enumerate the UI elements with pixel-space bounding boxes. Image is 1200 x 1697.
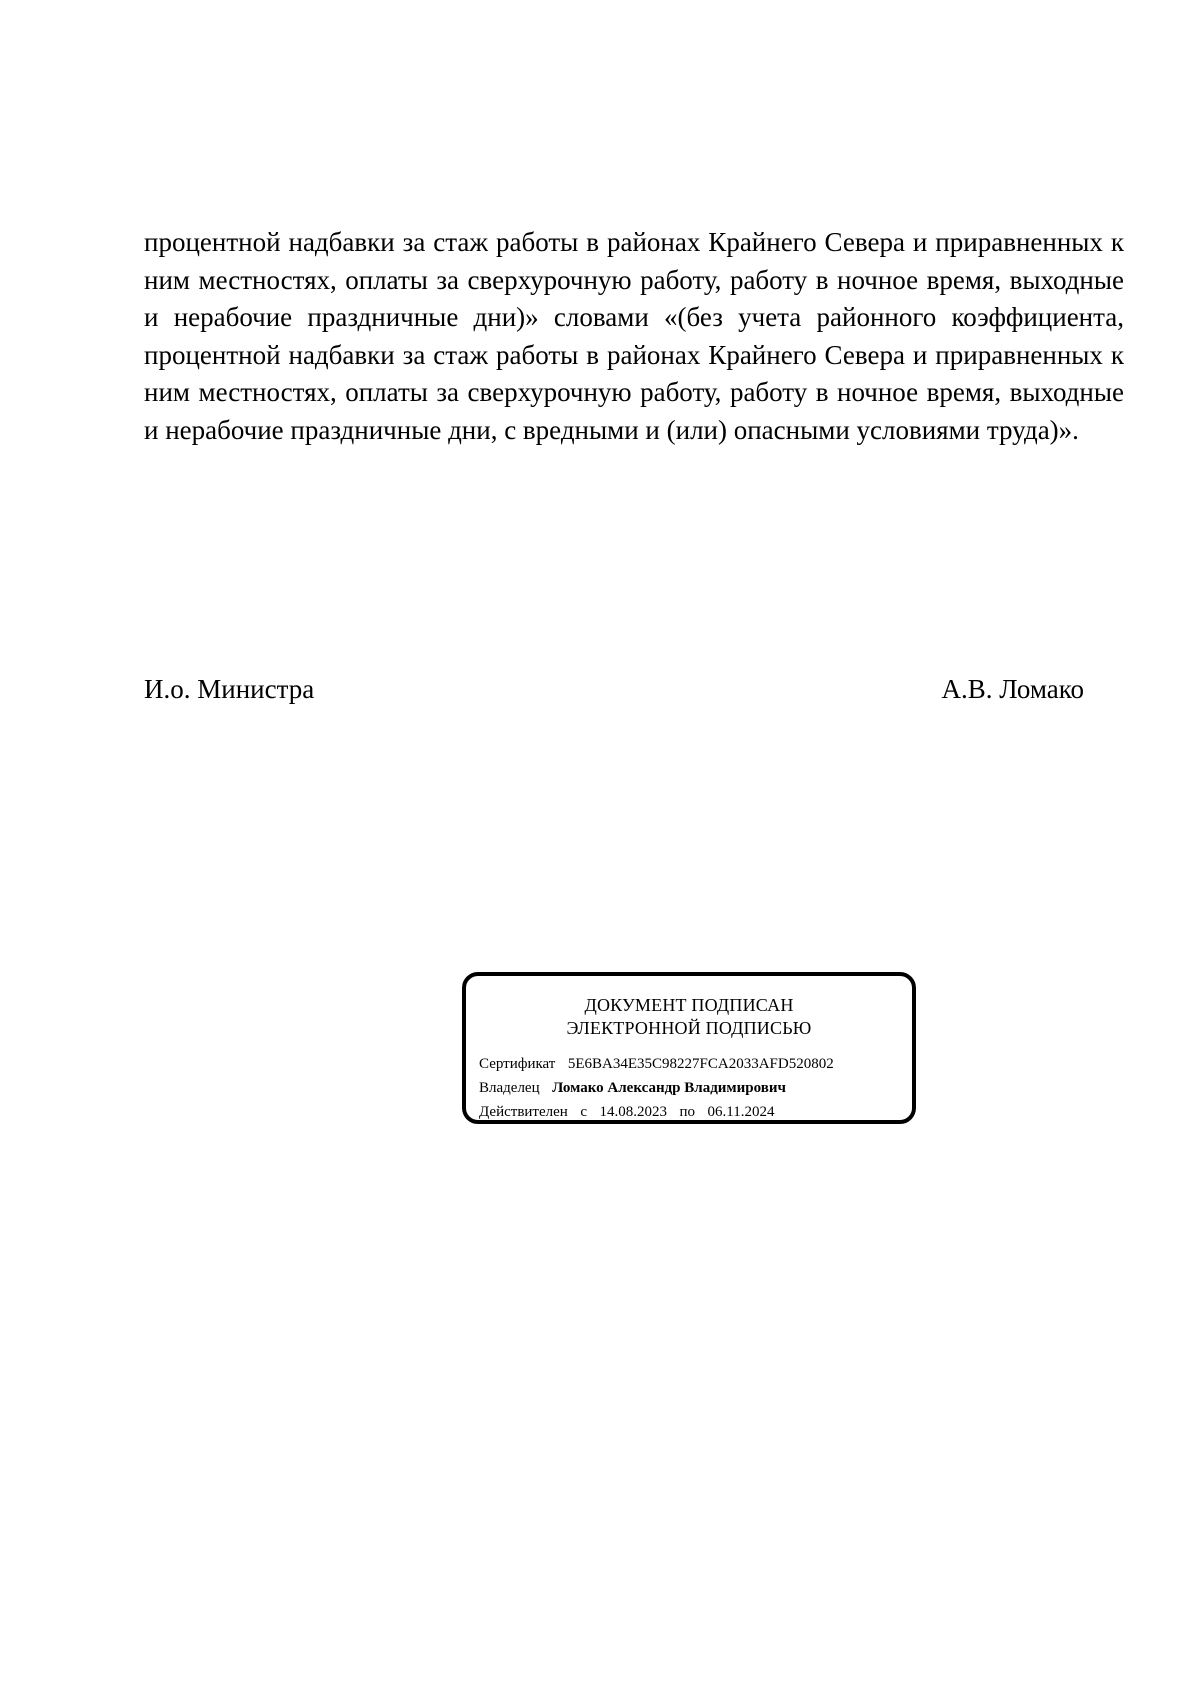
electronic-signature-stamp (462, 972, 916, 1124)
valid-to-prefix: по (679, 1104, 696, 1120)
stamp-validity-line (479, 1100, 834, 1124)
stamp-details (479, 1052, 834, 1124)
stamp-owner-line (479, 1076, 834, 1100)
owner-value: Ломако Александр Владимирович (552, 1080, 786, 1096)
valid-to-date: 06.11.2024 (707, 1104, 775, 1120)
valid-label: Действителен (479, 1104, 568, 1120)
owner-label: Владелец (479, 1080, 540, 1096)
certificate-label: Сертификат (479, 1056, 556, 1072)
valid-from-prefix: с (580, 1104, 587, 1120)
stamp-heading (466, 994, 912, 1040)
signatory-position: И.о. Министра (144, 674, 315, 704)
certificate-value: 5E6BA34E35C98227FCA2033AFD520802 (567, 1056, 834, 1072)
stamp-heading-line-1: ДОКУМЕНТ ПОДПИСАН (584, 995, 794, 1015)
valid-from-date: 14.08.2023 (599, 1104, 667, 1120)
stamp-certificate-line (479, 1052, 834, 1076)
signatory-name: А.В. Ломако (941, 674, 1084, 704)
stamp-heading-line-2: ЭЛЕКТРОННОЙ ПОДПИСЬЮ (566, 1018, 812, 1038)
document-body-paragraph: процентной надбавки за стаж работы в районах Крайнего Севера и приравненных к ним местностях, оплаты за сверхурочную работу, работу в ночное время, выходные и нерабочие праздничные дни)» словами «(без учета районного коэффициента, процентной надбавки за стаж работы в районах Крайнего Севера и приравненных к ним местностях, оплаты за сверхурочную работу, работу в ночное время, выходные и нерабочие праздничные дни, с вредными и (или) опасными условиями труда)». (144, 227, 1124, 445)
